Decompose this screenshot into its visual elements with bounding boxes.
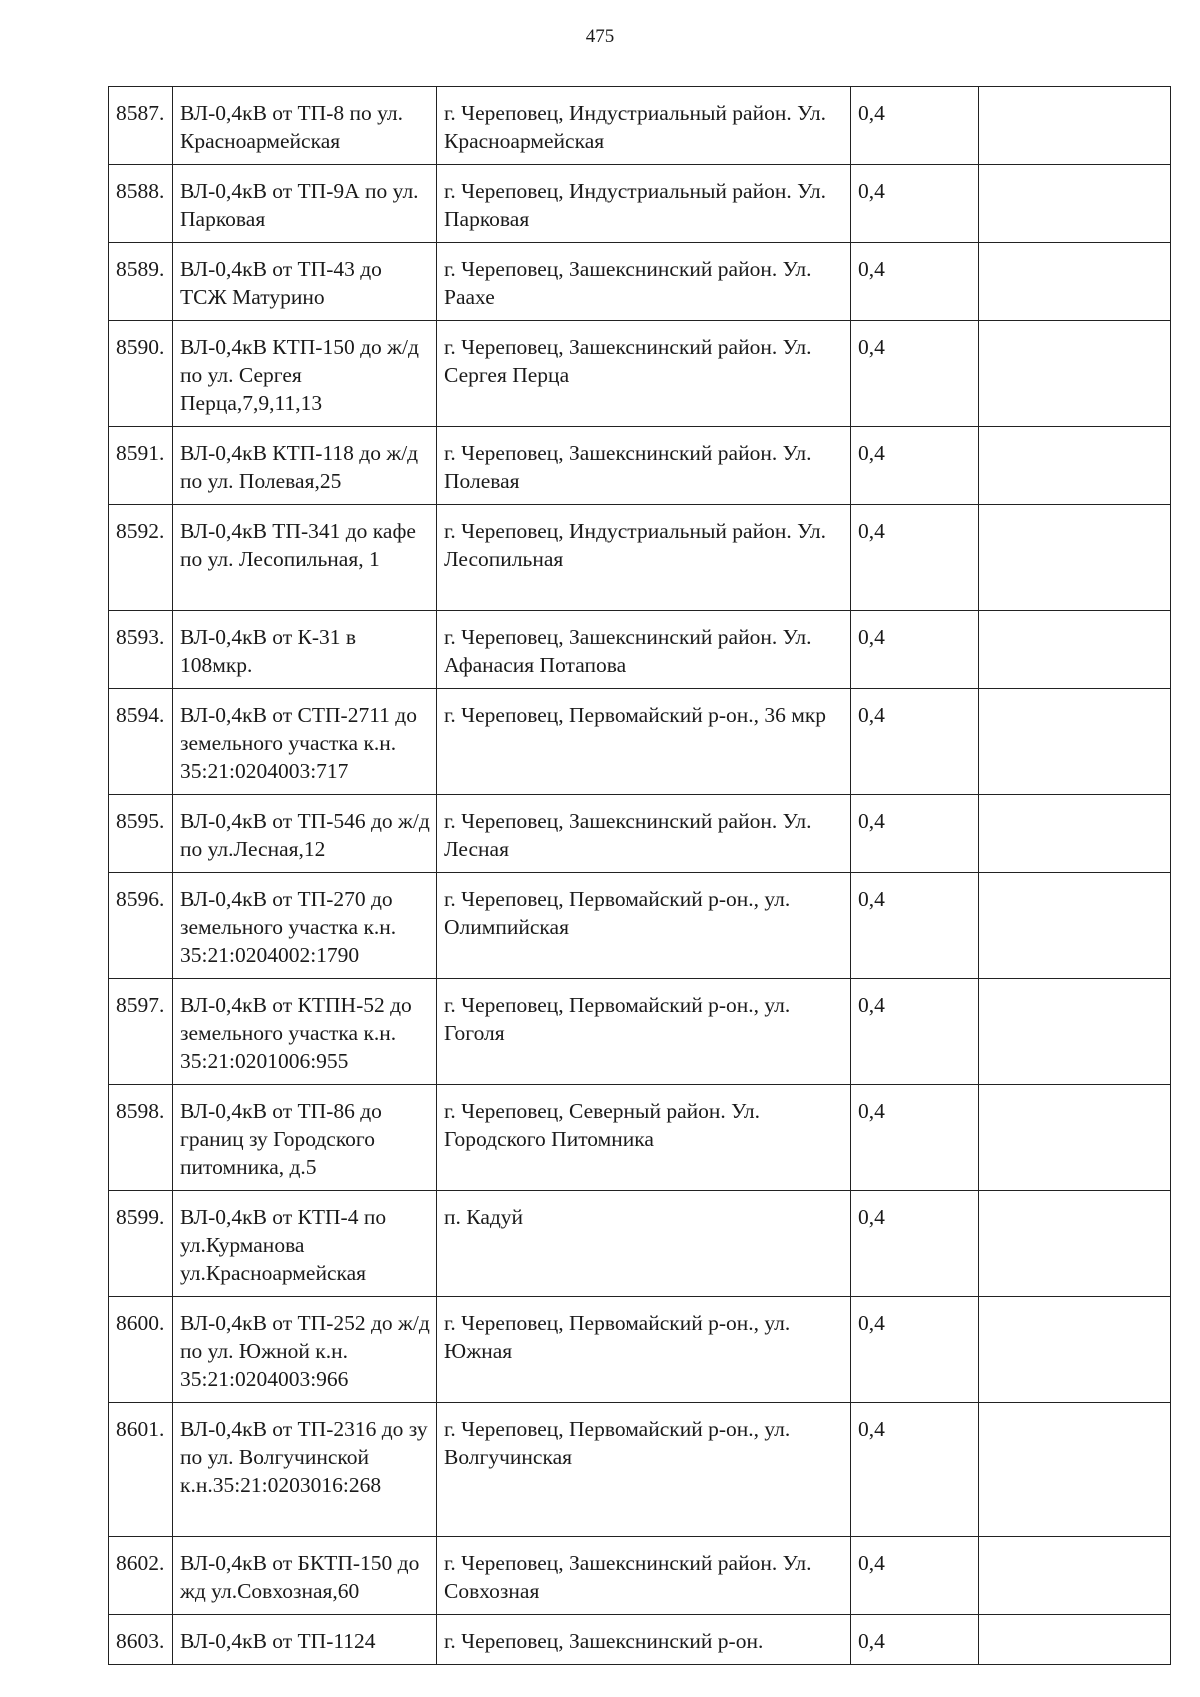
line-address: г. Череповец, Зашекснинский район. Ул. Сергея Перца	[437, 321, 851, 427]
line-voltage: 0,4	[851, 689, 979, 795]
line-address: г. Череповец, Зашекснинский район. Ул. Совхозная	[437, 1537, 851, 1615]
row-number: 8603.	[109, 1615, 173, 1665]
registry-table	[108, 86, 1171, 1665]
line-name: ВЛ-0,4кВ от ТП-9А по ул. Парковая	[173, 165, 437, 243]
line-voltage: 0,4	[851, 1615, 979, 1665]
line-voltage: 0,4	[851, 321, 979, 427]
line-address: г. Череповец, Северный район. Ул. Городского Питомника	[437, 1085, 851, 1191]
table-row	[109, 1085, 1171, 1191]
line-address: г. Череповец, Зашекснинский р-он.	[437, 1615, 851, 1665]
line-voltage: 0,4	[851, 165, 979, 243]
line-name: ВЛ-0,4кВ КТП-150 до ж/д по ул. Сергея Перца,7,9,11,13	[173, 321, 437, 427]
line-name: ВЛ-0,4кВ от ТП-546 до ж/д по ул.Лесная,12	[173, 795, 437, 873]
table-row	[109, 321, 1171, 427]
line-name: ВЛ-0,4кВ от СТП-2711 до земельного участка к.н. 35:21:0204003:717	[173, 689, 437, 795]
row-number: 8597.	[109, 979, 173, 1085]
extra-cell	[979, 979, 1171, 1085]
line-name: ВЛ-0,4кВ от КТПН-52 до земельного участка к.н. 35:21:0201006:955	[173, 979, 437, 1085]
line-address: г. Череповец, Зашекснинский район. Ул. Раахе	[437, 243, 851, 321]
row-number: 8591.	[109, 427, 173, 505]
page-number: 475	[585, 26, 615, 47]
line-voltage: 0,4	[851, 243, 979, 321]
line-address: г. Череповец, Первомайский р-он., ул. Гоголя	[437, 979, 851, 1085]
line-name: ВЛ-0,4кВ КТП-118 до ж/д по ул. Полевая,25	[173, 427, 437, 505]
table-row	[109, 1615, 1171, 1665]
row-number: 8599.	[109, 1191, 173, 1297]
line-address: г. Череповец, Зашекснинский район. Ул. Полевая	[437, 427, 851, 505]
table-row	[109, 873, 1171, 979]
table-row	[109, 243, 1171, 321]
table-row	[109, 1191, 1171, 1297]
table-row	[109, 1297, 1171, 1403]
extra-cell	[979, 505, 1171, 611]
row-number: 8602.	[109, 1537, 173, 1615]
extra-cell	[979, 321, 1171, 427]
table-row	[109, 795, 1171, 873]
line-address: г. Череповец, Индустриальный район. Ул. Красноармейская	[437, 87, 851, 165]
extra-cell	[979, 873, 1171, 979]
row-number: 8590.	[109, 321, 173, 427]
table-row	[109, 1537, 1171, 1615]
extra-cell	[979, 1297, 1171, 1403]
table-row	[109, 427, 1171, 505]
line-voltage: 0,4	[851, 427, 979, 505]
line-voltage: 0,4	[851, 979, 979, 1085]
extra-cell	[979, 243, 1171, 321]
row-number: 8587.	[109, 87, 173, 165]
line-name: ВЛ-0,4кВ от ТП-270 до земельного участка к.н. 35:21:0204002:1790	[173, 873, 437, 979]
line-address: г. Череповец, Первомайский р-он., 36 мкр	[437, 689, 851, 795]
line-name: ВЛ-0,4кВ от ТП-86 до границ зу Городского питомника, д.5	[173, 1085, 437, 1191]
extra-cell	[979, 165, 1171, 243]
row-number: 8592.	[109, 505, 173, 611]
table-row	[109, 505, 1171, 611]
line-name: ВЛ-0,4кВ от КТП-4 по ул.Курманова ул.Красноармейская	[173, 1191, 437, 1297]
line-address: г. Череповец, Индустриальный район. Ул. Лесопильная	[437, 505, 851, 611]
row-number: 8601.	[109, 1403, 173, 1537]
line-name: ВЛ-0,4кВ от ТП-252 до ж/д по ул. Южной к.н. 35:21:0204003:966	[173, 1297, 437, 1403]
line-address: г. Череповец, Первомайский р-он., ул. Олимпийская	[437, 873, 851, 979]
extra-cell	[979, 1615, 1171, 1665]
line-name: ВЛ-0,4кВ ТП-341 до кафе по ул. Лесопильная, 1	[173, 505, 437, 611]
extra-cell	[979, 1191, 1171, 1297]
extra-cell	[979, 1085, 1171, 1191]
extra-cell	[979, 795, 1171, 873]
row-number: 8588.	[109, 165, 173, 243]
line-voltage: 0,4	[851, 87, 979, 165]
line-address: г. Череповец, Индустриальный район. Ул. Парковая	[437, 165, 851, 243]
row-number: 8596.	[109, 873, 173, 979]
row-number: 8593.	[109, 611, 173, 689]
row-number: 8598.	[109, 1085, 173, 1191]
line-address: г. Череповец, Зашекснинский район. Ул. Лесная	[437, 795, 851, 873]
extra-cell	[979, 611, 1171, 689]
extra-cell	[979, 87, 1171, 165]
extra-cell	[979, 1537, 1171, 1615]
line-voltage: 0,4	[851, 1537, 979, 1615]
line-voltage: 0,4	[851, 795, 979, 873]
line-address: п. Кадуй	[437, 1191, 851, 1297]
row-number: 8600.	[109, 1297, 173, 1403]
row-number: 8589.	[109, 243, 173, 321]
line-voltage: 0,4	[851, 1191, 979, 1297]
line-name: ВЛ-0,4кВ от ТП-1124	[173, 1615, 437, 1665]
extra-cell	[979, 689, 1171, 795]
extra-cell	[979, 1403, 1171, 1537]
table-row	[109, 87, 1171, 165]
line-voltage: 0,4	[851, 1297, 979, 1403]
table-row	[109, 1403, 1171, 1537]
line-name: ВЛ-0,4кВ от ТП-8 по ул. Красноармейская	[173, 87, 437, 165]
line-name: ВЛ-0,4кВ от К-31 в 108мкр.	[173, 611, 437, 689]
line-address: г. Череповец, Зашекснинский район. Ул. Афанасия Потапова	[437, 611, 851, 689]
line-voltage: 0,4	[851, 1085, 979, 1191]
line-address: г. Череповец, Первомайский р-он., ул. Волгучинская	[437, 1403, 851, 1537]
table-row	[109, 979, 1171, 1085]
line-voltage: 0,4	[851, 873, 979, 979]
line-name: ВЛ-0,4кВ от БКТП-150 до жд ул.Совхозная,60	[173, 1537, 437, 1615]
row-number: 8595.	[109, 795, 173, 873]
line-name: ВЛ-0,4кВ от ТП-43 до ТСЖ Матурино	[173, 243, 437, 321]
row-number: 8594.	[109, 689, 173, 795]
table-row	[109, 689, 1171, 795]
line-name: ВЛ-0,4кВ от ТП-2316 до зу по ул. Волгучинской к.н.35:21:0203016:268	[173, 1403, 437, 1537]
line-voltage: 0,4	[851, 611, 979, 689]
table-row	[109, 165, 1171, 243]
line-voltage: 0,4	[851, 1403, 979, 1537]
extra-cell	[979, 427, 1171, 505]
table-row	[109, 611, 1171, 689]
line-address: г. Череповец, Первомайский р-он., ул. Южная	[437, 1297, 851, 1403]
line-voltage: 0,4	[851, 505, 979, 611]
